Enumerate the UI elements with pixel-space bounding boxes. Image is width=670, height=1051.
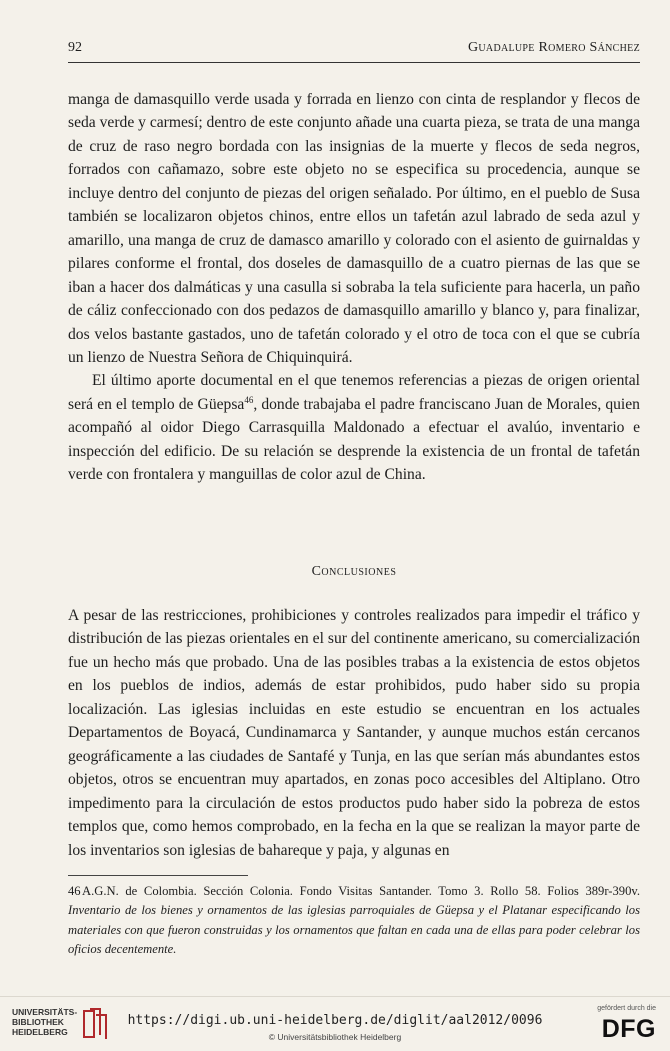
footnote-number: 46 [68, 884, 81, 898]
footnote-46 [68, 882, 640, 959]
footnote-text: A.G.N. de Colombia. Sección Colonia. Fondo Visitas Santander. Tomo 3. Rollo 58. Folios 389r-390v. [82, 884, 640, 898]
dfg-funded-by: gefördert durch die [597, 1005, 656, 1012]
copyright-notice: © Universitätsbibliothek Heidelberg [268, 1032, 402, 1042]
running-head [68, 40, 640, 63]
paragraph-2-before: El último aporte documental en el que tenemos referencias a piezas de origen oriental será en el templo de Güepsa [68, 372, 640, 413]
paragraph-2-after: , donde trabajaba el padre franciscano Juan de Morales, quien acompañó al oidor Diego Carrasquilla Maldonado a efectuar el avalúo, inventario e inspección del edificio. De su relación se desprende la existencia de un frontal de tafetán verde con frontalera y manguillas de color azul de China. [68, 395, 640, 484]
ub-logo-line3: HEIDELBERG [12, 1027, 68, 1037]
paragraph-1: manga de damasquillo verde usada y forrada en lienzo con cinta de resplandor y flecos de seda verde y carmesí; dentro de este conjunto añade una cuarta pieza, se trata de una manga de cruz de raso negro bordada con las insignias de la muerte y flecos de seda negros, forrados con cañamazo, sobre este objeto no se especifica su procedencia, aunque se incluye dentro del conjunto de piezas del origen señalado. Por último, en el pueblo de Susa también se localizaron objetos chinos, entre ellos un tafetán azul labrado de seda azul y amarillo, una manga de cruz de damasco amarillo y colorado con el asiento de guirnaldas y pilares conforme el frontal, dos doseles de damasquillo de a cuatro piernas de las que se iban a hacer dos dalmáticas y una casulla si sobraba la tela suficiente para hacerla, un paño de cáliz confeccionado con dos pedazos de damasquillo amarillo y blanco y, para finalizar, dos velos bastante gastados, uno de tafetán colorado y el otro de toca con el que se cubría un lienzo de Nuestra Señora de Chiquinquirá. [68, 91, 640, 366]
ub-logo-line1: UNIVERSITÄTS- [12, 1007, 78, 1017]
digitization-footer [0, 996, 670, 1051]
dfg-logo[interactable] [594, 1005, 656, 1045]
body-text-conclusions [68, 604, 640, 862]
body-text-top [68, 88, 640, 487]
footnote-italic-title: Inventario de los bienes y ornamentos de las iglesias parroquiales de Güepsa y el Platanar especificando los materiales con que fueron construidas y los ornamentos que faltan en cada una de ellas para poder celebrar los oficios decentemente. [68, 903, 640, 956]
digitization-url-link[interactable]: https://digi.ub.uni-heidelberg.de/diglit/aal2012/0096 [127, 1013, 543, 1028]
ub-logo-line2: BIBLIOTHEK [12, 1017, 64, 1027]
footnote-reference[interactable]: 46 [244, 394, 254, 405]
running-head-author: Guadalupe Romero Sánchez [468, 40, 640, 55]
conclusion-paragraph: A pesar de las restricciones, prohibiciones y controles realizados para impedir el tráfico y distribución de las piezas orientales en el sur del continente americano, su comercialización fue un hecho más que probado. Una de las posibles trabas a la existencia de estos objetos en los pueblos de indios, además de estar prohibidos, pudo haber sido su propia localización. Las iglesias incluidas en este estudio se encuentran en los actuales Departamentos de Boyacá, Cundinamarca y Santander, y aunque muchos están cercanos geográficamente a las ciudades de Santafé y Tunja, en las que serían más abundantes estos objetos, otros se encuentran muy apartados, en zonas poco accesibles del Altiplano. Otro impedimento para la circulación de estos productos pudo haber sido la pobreza de estos templos que, como hemos comprobado, en la fecha en la que se realizan la mayor parte de los inventarios son iglesias de bahareque y paja, y algunas en [68, 607, 640, 859]
page-number: 92 [68, 40, 82, 55]
footnote-divider [68, 875, 248, 876]
dfg-wordmark: DFG [601, 1015, 656, 1043]
paragraph-2 [68, 369, 640, 486]
section-heading-conclusiones: Conclusiones [311, 564, 397, 579]
